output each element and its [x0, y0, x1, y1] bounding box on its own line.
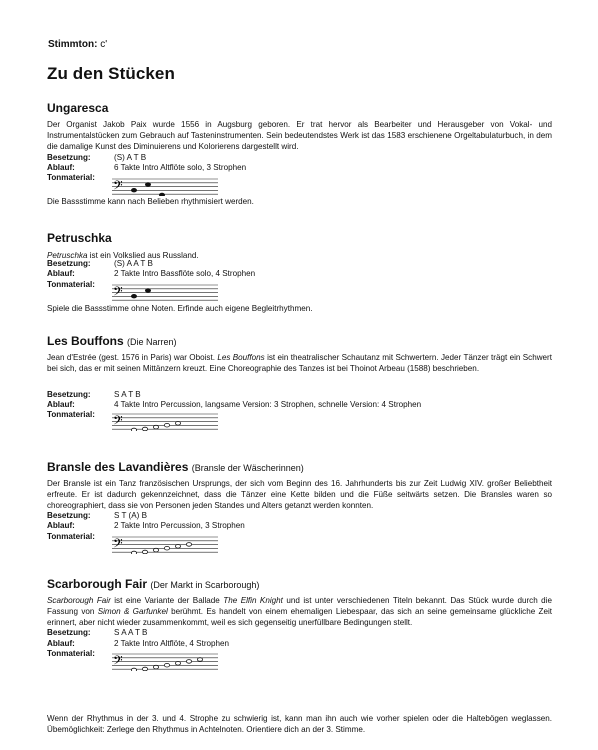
section-title-text: Scarborough Fair: [47, 577, 148, 591]
intro-text: Jean d'Estrée (gest. 1576 in Paris) war Oboist.: [47, 353, 218, 362]
tonmaterial-label: Tonmaterial:: [47, 280, 95, 289]
ablauf-value: 2 Takte Intro Bassflöte solo, 4 Strophen: [114, 269, 256, 278]
intro-italic-text: Les Bouffons: [217, 353, 265, 362]
ablauf-label: Ablauf:: [47, 400, 75, 409]
section-note: Die Bassstimme kann nach Belieben rhythmisiert werden.: [47, 197, 254, 206]
intro-text: ist eine Variante der Ballade: [110, 596, 224, 605]
besetzung-row: [47, 511, 147, 521]
section-intro: [47, 352, 552, 374]
staff-svg: [112, 413, 218, 431]
section-title-text: Petruschka: [47, 231, 112, 245]
besetzung-label: Besetzung:: [47, 153, 91, 162]
tonmaterial-staff: [112, 536, 218, 554]
section-title: [47, 460, 304, 474]
tonmaterial-staff: [112, 284, 218, 302]
note-head: [131, 294, 136, 298]
staff-svg: [112, 536, 218, 554]
tonmaterial-label: Tonmaterial:: [47, 410, 95, 419]
note-head: [175, 545, 180, 549]
intro-italic-text: The Elfin Knight: [223, 596, 283, 605]
section-subtitle: (Bransle der Wäscherinnen): [191, 463, 304, 473]
tonmaterial-label: Tonmaterial:: [47, 173, 95, 182]
note-head: [142, 550, 147, 554]
intro-text: Der Organist Jakob Paix wurde 1556 in Augsburg geboren. Er trat hervor als Bearbeiter und Herausgeber von Vokal- und Instrumentalstücken zum Gebrauch auf Tasteninstrumenten. Sein bedeutendstes Werk ist das 1583 erschienene Orgeltabulaturbuch, in dem die damalige Kunst des Diminuierens und Kolorierens dargestellt wird.: [47, 120, 552, 151]
section-intro: [47, 595, 552, 628]
note-head: [186, 660, 191, 664]
besetzung-value: S A T B: [114, 390, 141, 399]
ablauf-row: [47, 269, 255, 279]
ablauf-row: [47, 400, 421, 410]
section-title: [47, 334, 177, 348]
tonmaterial-row: [47, 410, 114, 420]
stimmton-line: [48, 39, 107, 50]
ablauf-value: 4 Takte Intro Percussion, langsame Version: 3 Strophen, schnelle Version: 4 Strophen: [114, 400, 422, 409]
ablauf-label: Ablauf:: [47, 163, 75, 172]
tonmaterial-label: Tonmaterial:: [47, 532, 95, 541]
note-head: [145, 183, 150, 187]
note-head: [175, 662, 180, 666]
note-head: [131, 668, 136, 671]
besetzung-label: Besetzung:: [47, 511, 91, 520]
section-title-text: Les Bouffons: [47, 334, 124, 348]
bass-clef-icon: 𝄢: [113, 653, 123, 671]
tonmaterial-row: [47, 532, 114, 542]
besetzung-value: (S) A T B: [114, 153, 147, 162]
tonmaterial-staff: [112, 413, 218, 431]
ablauf-value: 2 Takte Intro Percussion, 3 Strophen: [114, 521, 245, 530]
section-intro: [47, 478, 552, 511]
ablauf-label: Ablauf:: [47, 639, 75, 648]
note-head: [197, 658, 202, 662]
tonmaterial-label: Tonmaterial:: [47, 649, 95, 658]
besetzung-label: Besetzung:: [47, 259, 91, 268]
intro-text: Der Bransle ist ein Tanz französischen Ursprungs, der sich vom Beginn des 16. Jahrhunderts bis zur Zeit Ludwig XIV. großer Beliebtheit erfreute. Er ist dadurch gekennzeichnet, dass die Tänzer eine Kette bilden und die Füße seitwärts setzen. Die Bransles waren so choreographiert, dass sie von Personen jeden Standes und Alters getanzt werden konnten.: [47, 479, 552, 510]
tonmaterial-row: [47, 280, 114, 290]
stimmton-label: Stimmton:: [48, 39, 98, 50]
bass-clef-icon: 𝄢: [113, 284, 123, 302]
note-head: [153, 665, 158, 669]
ablauf-value: 2 Takte Intro Altflöte, 4 Strophen: [114, 639, 230, 648]
note-head: [175, 422, 180, 426]
stimmton-value: c': [100, 39, 108, 50]
section-note: Wenn der Rhythmus in der 3. und 4. Strophe zu schwierig ist, kann man ihn auch wie vorher spielen oder die Haltebögen weglassen. Übemöglichkeit: Zerlege den Rhythmus in Achtelnoten. Orientiere dich an der 3. Stimme.: [47, 714, 552, 734]
tonmaterial-row: [47, 649, 114, 659]
ablauf-row: [47, 639, 229, 649]
section-intro: [47, 119, 552, 152]
section-subtitle: (Die Narren): [127, 337, 177, 347]
note-head: [145, 289, 150, 293]
note-head: [142, 427, 147, 431]
besetzung-label: Besetzung:: [47, 390, 91, 399]
note-head: [131, 188, 136, 192]
section-title-text: Ungaresca: [47, 101, 109, 115]
besetzung-row: [47, 628, 147, 638]
besetzung-value: S A A T B: [114, 628, 148, 637]
note-head: [153, 425, 158, 429]
intro-italic-text: Scarborough Fair: [47, 596, 111, 605]
section-title-text: Bransle des Lavandières: [47, 460, 189, 474]
note-head: [164, 663, 169, 667]
bass-clef-icon: 𝄢: [113, 413, 123, 431]
staff-svg: [112, 284, 218, 302]
note-head: [164, 546, 169, 550]
intro-text: ist ein Volkslied aus Russland.: [87, 251, 199, 260]
section-note: Spiele die Bassstimme ohne Noten. Erfinde auch eigene Begleitrhythmen.: [47, 304, 313, 313]
besetzung-label: Besetzung:: [47, 628, 91, 637]
besetzung-value: (S) A A T B: [114, 259, 153, 268]
tonmaterial-staff: [112, 653, 218, 671]
ablauf-label: Ablauf:: [47, 521, 75, 530]
intro-italic-text: Simon & Garfunkel: [97, 607, 168, 616]
ablauf-row: [47, 163, 246, 173]
section-title: [47, 577, 259, 591]
intro-text: und ist unter verschiedenen Titeln bekannt. Das Stück wurde durch die Fassung von: [47, 596, 552, 616]
note-head: [153, 548, 158, 552]
ablauf-value: 6 Takte Intro Altflöte solo, 3 Strophen: [114, 163, 247, 172]
besetzung-row: [47, 153, 146, 163]
staff-svg: [112, 653, 218, 671]
bass-clef-icon: 𝄢: [113, 178, 123, 196]
besetzung-value: S T (A) B: [114, 511, 147, 520]
bass-clef-icon: 𝄢: [113, 536, 123, 554]
tonmaterial-row: [47, 173, 114, 183]
tonmaterial-staff: [112, 178, 218, 196]
section-subtitle: (Der Markt in Scarborough): [150, 580, 260, 590]
section-title: [47, 101, 108, 115]
page-title: Zu den Stücken: [47, 64, 175, 83]
note-head: [164, 423, 169, 427]
note-head: [131, 428, 136, 431]
besetzung-row: [47, 259, 153, 269]
note-head: [142, 667, 147, 671]
intro-italic-text: Petruschka: [47, 251, 88, 260]
note-head: [131, 551, 136, 554]
section-title: [47, 231, 112, 245]
besetzung-row: [47, 390, 141, 400]
ablauf-row: [47, 521, 245, 531]
note-head: [186, 543, 191, 547]
intro-text: ist ein theatralischer Schautanz mit Schwertern. Jeder Tänzer trägt ein Schwert bei sich, das er mit seinen Mittänzern kreuzt. Eine Choreographie des Tanzes ist bei Thoinot Arbeau (1588) beschrieben.: [47, 353, 552, 373]
intro-text: berühmt. Es handelt von einem ehemaligen Liebespaar, das sich an seine gemeinsame glückliche Zeit erinnert, aber nicht wieder zusammenkommt, weil es sich gegenseitig unerfüllbare Bedingungen stellt.: [47, 607, 552, 627]
ablauf-label: Ablauf:: [47, 269, 75, 278]
staff-svg: [112, 178, 218, 196]
